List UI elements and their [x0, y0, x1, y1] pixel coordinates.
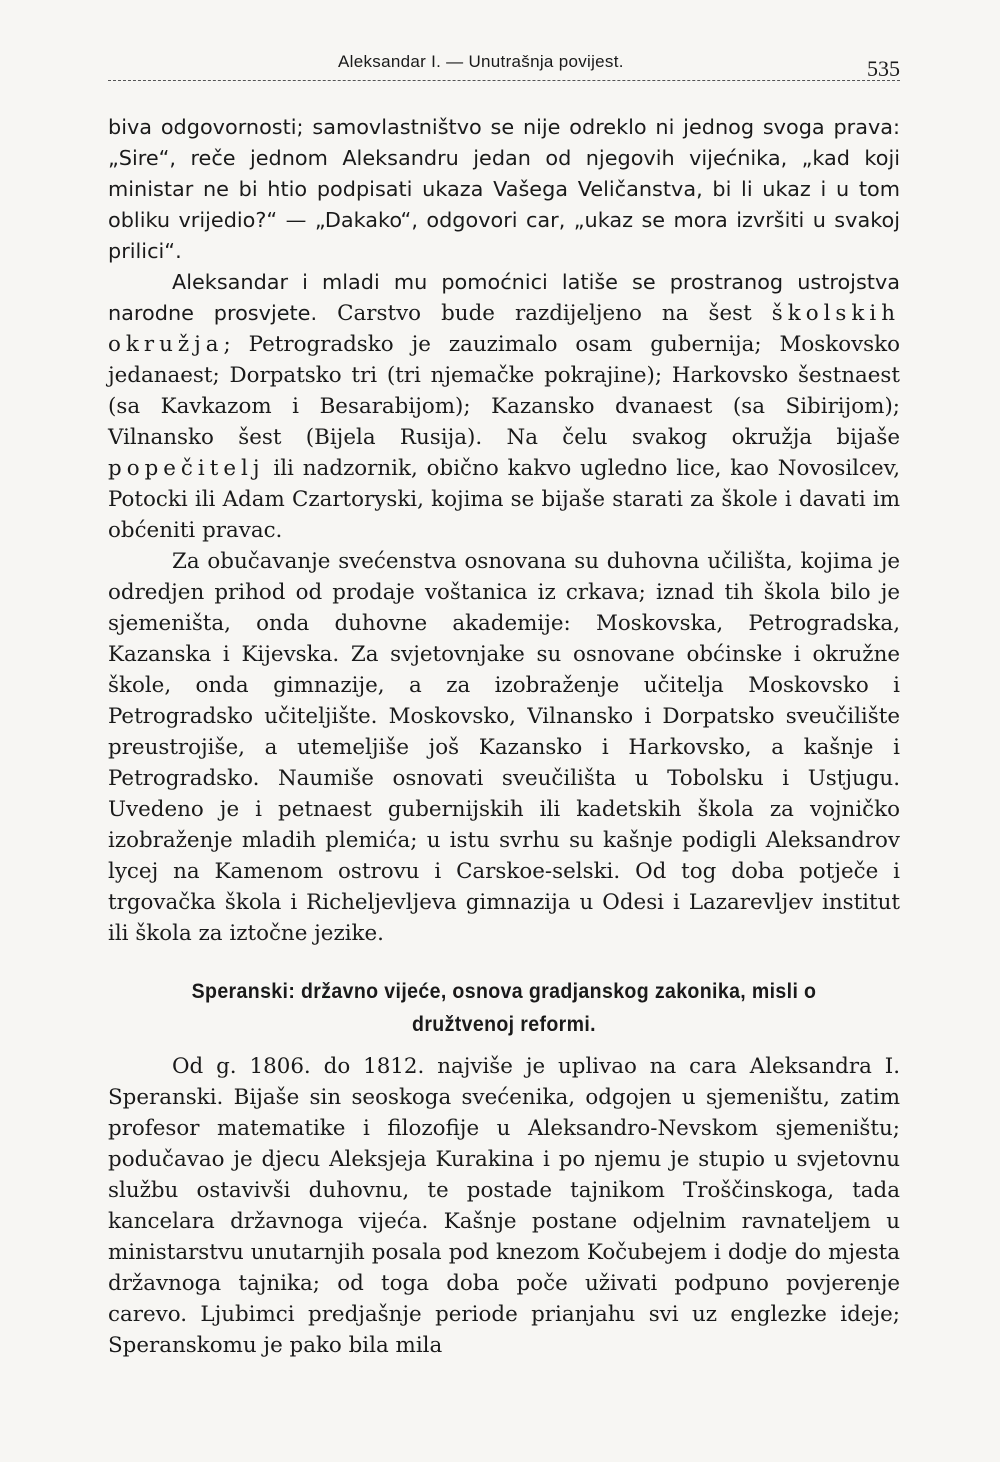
page-number: 535 — [867, 56, 900, 81]
text-segment: Aleksandar i mladi mu pomoćnici latiše se prostranog ustrojstva narodne prosvjete. — [108, 270, 900, 325]
paragraph-speranski: Od g. 1806. do 1812. najviše je uplivao na cara Aleksandra I. Speranski. Bijaše sin seoskoga svećenika, odgojen u sjemeništu, zatim profesor matematike i filozofije u Aleksandro-Nevskom sjemeništu; podučavao je djecu Aleksjeja Kurakina i po njemu je stupio u svjetovnu službu ostavivši duhovnu, te postade tajnikom Troščinskoga, tada kancelara državnoga vijeća. Kašnje postane odjelnim ravnateljem u ministarstvu unutarnjih posala pod knezom Kočubejem i dodje do mjesta državnoga tajnika; od toga doba poče uživati podpuno povjerenje carevo. Ljubimci predjašnje periode prianjahu svi uz englezke ideje; Speranskomu je pako bila mila — [108, 1054, 900, 1358]
paragraph-continued: biva odgovornosti; samovlastništvo se nije odreklo ni jednog svoga prava: „Sire“, reče jednom Aleksandru jedan od njegovih vijećnika, „kad koji ministar ne bi htio podpisati ukaza Vašega Veličanstva, bi li ukaz i u tom obliku vrijedio?“ — „Dakako“, odgovori car, „ukaz se mora izvršiti u svakoj prilici“. — [108, 115, 900, 263]
emphasized-term: popečitelj — [108, 456, 265, 481]
body-text — [108, 112, 900, 1361]
header-rule — [108, 80, 900, 81]
text-segment: Carstvo bude razdijeljeno na šest — [337, 301, 752, 326]
paragraph-education-reform — [108, 267, 900, 546]
section-heading — [136, 975, 873, 1041]
heading-line: družtvenoj reformi. — [412, 1013, 596, 1036]
heading-line: Speranski: državno vijeće, osnova gradjanskog zakonika, misli o — [191, 980, 817, 1003]
running-header — [108, 52, 900, 86]
text-segment: ili nadzornik, obično kakvo ugledno lice, kao Novosilcev, Potocki ili Adam Czartoryski, kojima se bijaše starati za škole i davati im obćeniti pravac. — [108, 456, 900, 543]
paragraph-schools: Za obučavanje svećenstva osnovana su duhovna učilišta, kojima je odredjen prihod od prodaje voštanica iz crkava; iznad tih škola bilo je sjemeništa, onda duhovne akademije: Moskovska, Petrogradska, Kazanska i Kijevska. Za svjetovnjake su osnovane obćinske i okružne škole, onda gimnazije, a za izobraženje učitelja Moskovsko i Petrogradsko učiteljište. Moskovsko, Vilnansko i Dorpatsko sveučilište preustrojiše, a utemeljiše još Kazansko i Harkovsko, a kašnje i Petrogradsko. Naumiše osnovati sveučilišta u Tobolsku i Ustjugu. Uvedeno je i petnaest gubernijskih ili kadetskih škola za vojničko izobraženje mladih plemića; u istu svrhu su kašnje podigli Aleksandrov lycej na Kamenom ostrovu i Carskoe-selski. Od tog doba potječe i trgovačka škola i Richeljevljeva gimnazija u Odesi i Lazarevljev institut ili škola za iztočne jezike. — [108, 549, 900, 946]
text-segment: ; Petrogradsko je zauzimalo osam gubernija; Moskovsko jedanaest; Dorpatsko tri (tri njemačke pokrajine); Harkovsko šestnaest (sa Kavkazom i Besarabijom); Kazansko dvanaest (sa Sibirijom); Vilnansko šest (Bijela Rusija). Na čelu svakog okružja bijaše — [108, 332, 900, 450]
running-title: Aleksandar I. — Unutrašnja povijest. — [338, 52, 624, 71]
emphasized-term: školskih okružja — [108, 301, 900, 357]
